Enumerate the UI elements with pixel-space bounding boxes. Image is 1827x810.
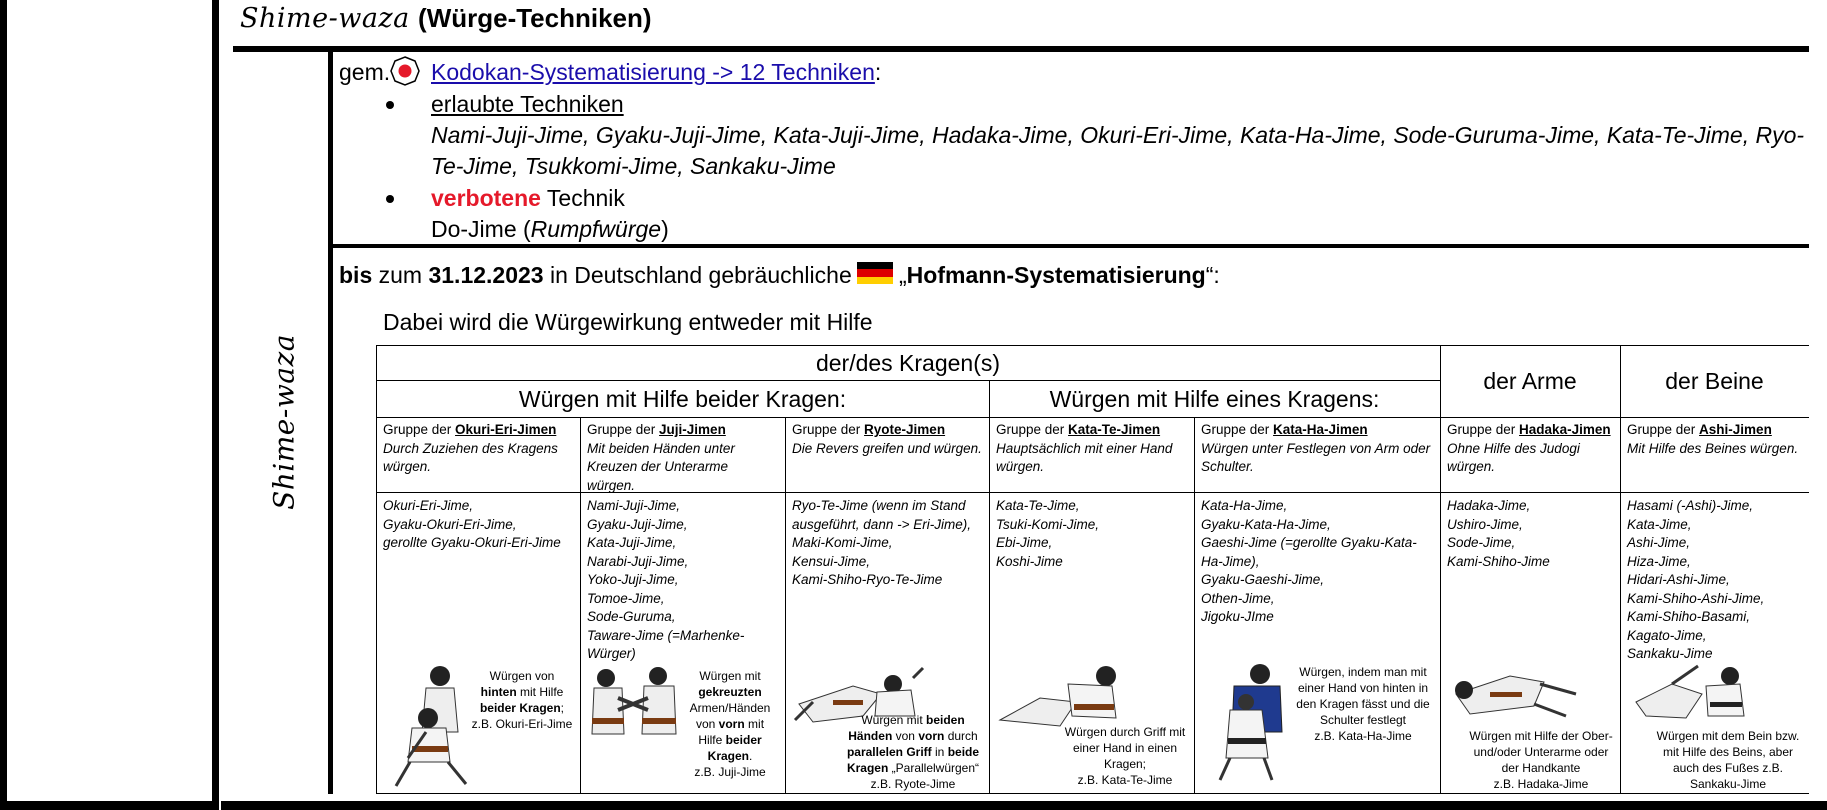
group-desc: Ohne Hilfe des Judogi würgen. [1447,440,1580,474]
hofmann-intro: Dabei wird die Würgewirkung entweder mit Hilfe [383,309,873,335]
caption-katate: Würgen durch Griff mit einer Hand in einen Kragen; z.B. Kata-Te-Jime [1064,725,1186,787]
close-quote: “: [1205,262,1220,288]
title-rest: (Würge-Techniken) [418,3,652,33]
judo-illustration-hadaka-icon [1450,664,1580,724]
judo-illustration-ashi-icon [1632,662,1752,726]
group-hadaka: Gruppe der Hadaka-Jimen Ohne Hilfe des Judogi würgen. [1447,422,1611,474]
allowed-heading: erlaubte Techniken [431,91,624,117]
hofmann-name-line [899,260,1220,290]
table-line-techniques [376,492,1809,493]
header-arms: der Arme [1483,368,1577,394]
group-desc: Mit beiden Händen unter Kreuzen der Unterarme würgen. [587,440,735,492]
side-label-cell [238,52,330,792]
bottom-border [0,801,1827,810]
caption-hadaka: Würgen mit Hilfe der Ober- und/oder Unterarme oder der Handkante z.B. Hadaka-Jime [1469,729,1613,791]
techniques-kataha: Kata-Ha-Jime, Gyaku-Kata-Ha-Jime, Gaeshi-Jime (=gerollte Gyaku-Kata- Ha-Jime), Gyaku-Gaeshi-Jime, Othen-Jime, Jigoku-JIme [1201,498,1417,624]
header-kragen: der/des Kragen(s) [815,350,1001,376]
group-name: Ryote-Jimen [864,422,946,437]
techniques-katate: Kata-Te-Jime, Tsuki-Komi-Jime, Ebi-Jime, Koshi-Jime [996,498,1100,569]
hofmann-line [339,260,852,290]
hofmann-bis: bis [339,262,373,288]
group-name: Kata-Te-Jimen [1068,422,1161,437]
group-name: Juji-Jimen [659,422,726,437]
forbidden-item [431,214,669,244]
group-ashi: Gruppe der Ashi-Jimen Mit Hilfe des Beines würgen. [1627,422,1799,456]
caption-juji: Würgen mit gekreuzten Armen/Händen von vorn mit Hilfe beider Kragen. z.B. Juji-Jime [689,669,771,779]
caption-okuri: Würgen von hinten mit Hilfe beider Kragen; z.B. Okuri-Eri-Jime [471,669,573,731]
judo-illustration-juji-icon [588,664,680,756]
forbidden-item-end: ) [661,216,669,242]
judo-illustration-katate-icon [996,662,1126,730]
header-both-collars: Würgen mit Hilfe beider Kragen: [518,386,847,412]
forbidden-word: verbotene [431,185,541,211]
bullet-forbidden [386,195,394,203]
group-ryote: Gruppe der Ryote-Jimen Die Revers greifen und würgen. [792,422,982,456]
kodokan-link[interactable]: Kodokan-Systematisierung -> 12 Techniken [431,59,875,85]
techniques-hadaka: Hadaka-Jime, Ushiro-Jime, Sode-Jime, Kami-Shiho-Jime [1447,498,1550,569]
header-rule [233,46,1809,52]
judo-illustration-okuri-icon [388,662,474,790]
title-script: Shime-waza [240,3,410,34]
hofmann-name: Hofmann-Systematisierung [906,262,1206,288]
inner-left-border [212,0,219,810]
group-desc: Hauptsächlich mit einer Hand würgen. [996,440,1173,474]
judo-illustration-kataha-icon [1210,662,1290,782]
header-legs: der Beine [1665,368,1764,394]
caption-ryote: Würgen mit beiden Händen von vorn durch parallelen Griff in beide Kragen „Parallelwürgen“ z.B. Ryote-Jime [846,713,980,791]
forbidden-item-italic: Rumpfwürge [530,216,662,242]
header-one-collar: Würgen mit Hilfe eines Kragens: [1049,386,1380,412]
bullet-allowed [386,101,394,109]
allowed-list-cont: Te-Jime, Tsukkomi-Jime, Sankaku-Jime [431,153,836,179]
side-label: Shime-waza [267,334,301,510]
table-line-bottom [376,793,1809,794]
hofmann-zum: zum [378,262,423,288]
kodokan-prefix: gem. [339,59,391,85]
caption-kataha: Würgen, indem man mit einer Hand von hinten in den Kragen fässt und die Schulter festlegt z.B. Kata-Ha-Jime [1296,665,1430,743]
forbidden-heading [431,183,625,213]
left-column-inner-rule [219,0,221,810]
group-kataha: Gruppe der Kata-Ha-Jimen Würgen unter Festlegen von Arm oder Schulter. [1201,422,1431,474]
outer-left-border [0,0,7,810]
kodokan-line [339,57,390,87]
techniques-ryote: Ryo-Te-Jime (wenn im Stand ausgeführt, dann -> Eri-Jime), Maki-Komi-Jime, Kensui-Jime, Kami-Shiho-Ryo-Te-Jime [792,498,971,587]
group-desc: Mit Hilfe des Beines würgen. [1627,440,1799,456]
group-name: Ashi-Jimen [1699,422,1772,437]
caption-ashi: Würgen mit dem Bein bzw. mit Hilfe des Beins, aber auch des Fußes z.B. Sankaku-Jime [1656,729,1800,791]
japan-flag-icon [388,54,422,88]
group-name: Okuri-Eri-Jimen [455,422,557,437]
section-rule [333,244,1809,248]
allowed-list: Nami-Juji-Jime, Gyaku-Juji-Jime, Kata-Juji-Jime, Hadaka-Jime, Okuri-Eri-Jime, Kata-Ha-Jime, Sode-Guruma-Jime, Kata-Te-Jime, Ryo- [431,122,1805,148]
germany-flag-icon [857,262,893,284]
kodokan-suffix: : [874,59,882,85]
kodokan-link-line [431,57,881,87]
group-juji: Gruppe der Juji-Jimen Mit beiden Händen unter Kreuzen der Unterarme würgen. [587,422,735,492]
group-name: Hadaka-Jimen [1519,422,1611,437]
group-desc: Würgen unter Festlegen von Arm oder Schulter. [1201,440,1431,474]
group-katate: Gruppe der Kata-Te-Jimen Hauptsächlich mit einer Hand würgen. [996,422,1173,474]
page-title [240,0,652,36]
forbidden-rest: Technik [546,185,625,211]
group-desc: Durch Zuziehen des Kragens würgen. [383,440,558,474]
techniques-juji: Nami-Juji-Jime, Gyaku-Juji-Jime, Kata-Juji-Jime, Narabi-Juji-Jime, Yoko-Juji-Jime, Tomoe-Jime, Sode-Guruma, Taware-Jime (=Marhenke- Würger) [587,498,745,661]
hofmann-mid: in Deutschland gebräuchliche [549,262,852,288]
group-okuri: Gruppe der Okuri-Eri-Jimen Durch Zuziehen des Kragens würgen. [383,422,558,474]
open-quote: „ [899,262,907,288]
techniques-okuri: Okuri-Eri-Jime, Gyaku-Okuri-Eri-Jime, gerollte Gyaku-Okuri-Eri-Jime [383,498,561,550]
group-desc: Die Revers greifen und würgen. [792,440,982,456]
forbidden-item-text: Do-Jime ( [431,216,531,242]
techniques-ashi: Hasami (-Ashi)-Jime, Kata-Jime, Ashi-Jime, Hiza-Jime, Hidari-Ashi-Jime, Kami-Shiho-Ashi-Jime, Kami-Shiho-Basami, Kagato-Jime, Sankaku-Jime [1627,498,1765,661]
table-line-sub [376,380,1440,381]
group-name: Kata-Ha-Jimen [1273,422,1368,437]
hofmann-date: 31.12.2023 [428,262,544,288]
side-label-rule [328,52,333,794]
